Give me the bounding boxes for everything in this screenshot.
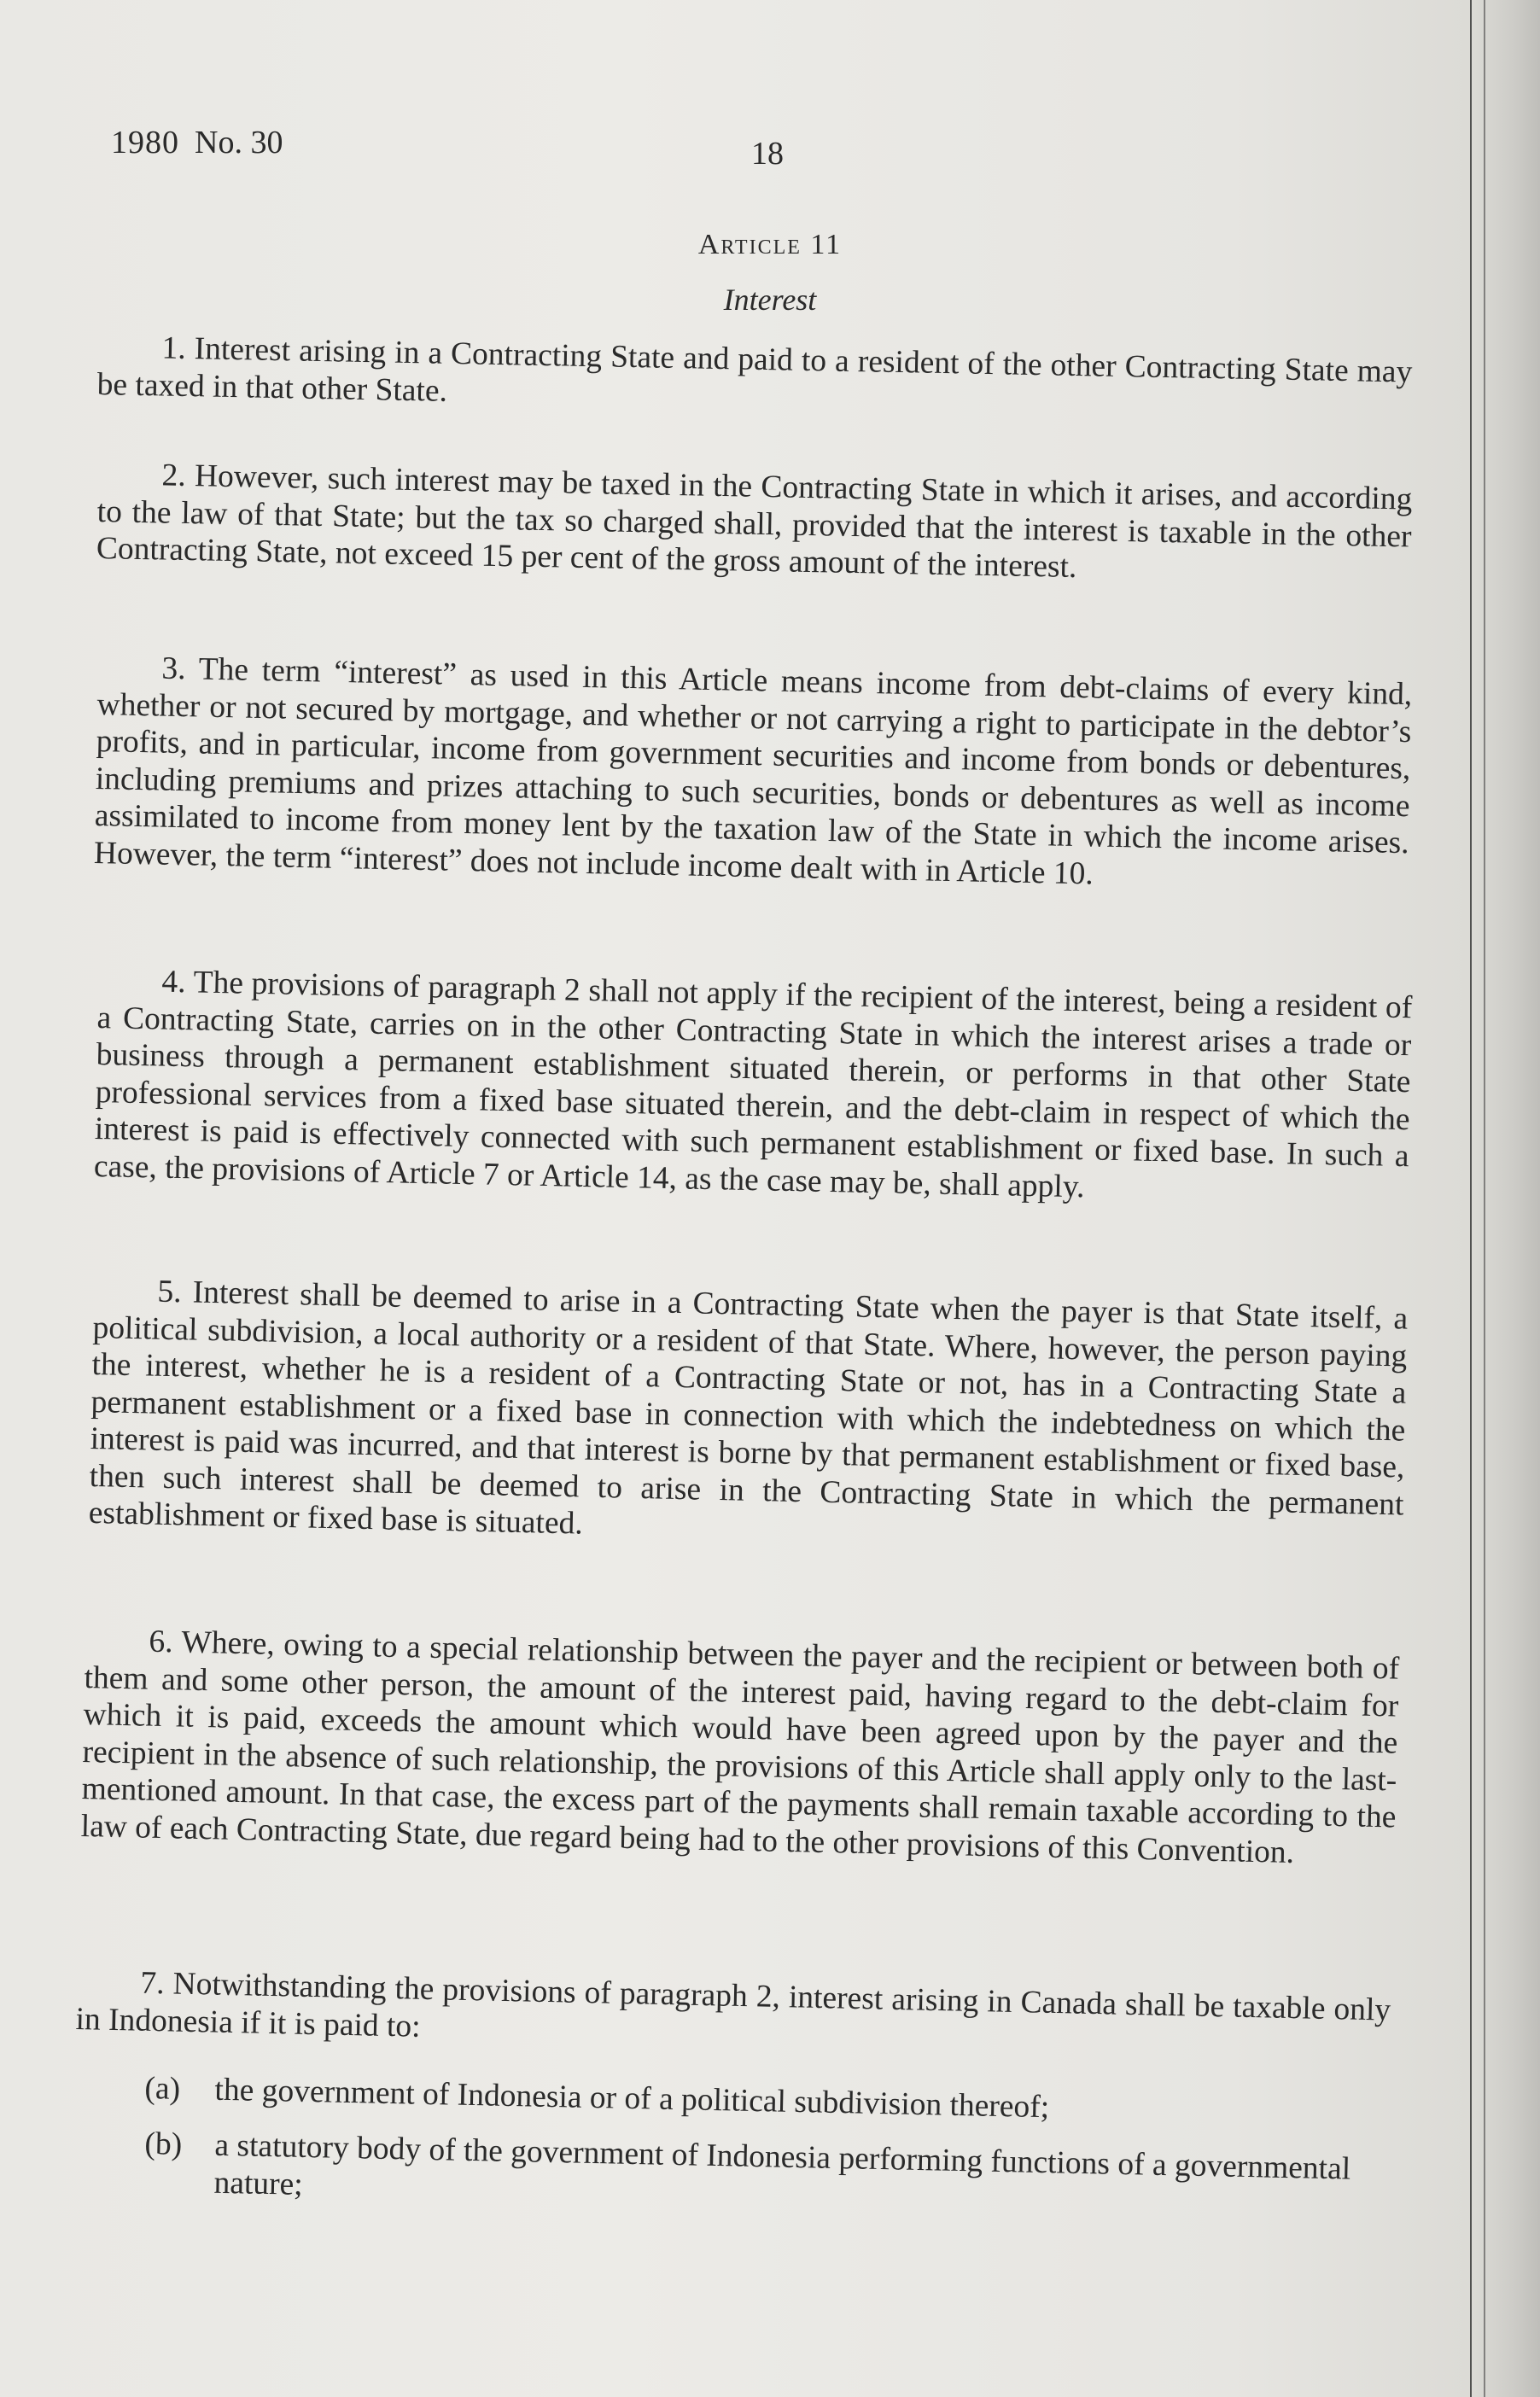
paragraph-text: 5. Interest shall be deemed to arise in a Contracting State when the payer is that State itself, a political subdivision, a local authority or a resident of that State. Where, however, the person paying the interest, whether he is a resident of a Contracting State or not, has in a Contracting State a permanent establishment or a fixed base in connection with which the indebtedness on which the interest is paid was incurred, and that interest is borne by that permanent establishment or fixed base, then such interest shall be deemed to arise in the Contracting State in which the permanent establishment or fixed base is situated. (88, 1274, 1409, 1542)
paragraph-3 (94, 649, 1413, 899)
page-edge-line-secondary (1484, 0, 1485, 2397)
paragraph-1 (96, 329, 1412, 429)
article-heading (0, 229, 1540, 261)
page-edge-shadow (1472, 0, 1540, 2397)
page-number: 18 (751, 136, 784, 172)
page-edge-line (1470, 0, 1472, 2397)
paragraph-7 (75, 1963, 1391, 2067)
article-title: Interest (723, 283, 817, 317)
paragraph-2 (96, 456, 1412, 592)
header-year: 1980 (111, 125, 179, 160)
paragraph-text: 4. The provisions of paragraph 2 shall not apply if the recipient of the interest, being a resident of a Contracting State, carries on in the other Contracting State in which the interest arises a trade or business through a permanent establishment situated therein, or performs in that other State professional services from a fixed base situated therein, and the debt-claim in respect of which the interest is paid is effectively connected with such permanent establishment or fixed base. In such a case, the provisions of Article 7 or Article 14, as the case may be, shall apply. (93, 964, 1413, 1204)
subitem-a (144, 2070, 1374, 2133)
paragraph-text: 1. Interest arising in a Contracting State and paid to a resident of the other Contracting State may be taxed in that other State. (96, 330, 1413, 409)
list-item (143, 2126, 1374, 2225)
paragraph-text: 3. The term “interest” as used in this Article means income from debt-claims of every kind, whether or not secured by mortgage, and whether or not carrying a right to participate in the debtor’s profits, and in particular, income from government securities and income from bonds or debentures, including premiums and prizes attaching to such securities, bonds or debentures as well as income assimilated to income from money lent by the taxation law of the State in which the income arises. However, the term “interest” does not include income dealt with in Article 10. (93, 650, 1413, 891)
paragraph-6 (80, 1622, 1399, 1874)
running-header (111, 124, 283, 161)
list-item (144, 2070, 1374, 2133)
subitem-text: a statutory body of the government of Indonesia performing functions of a governmental nature; (213, 2127, 1351, 2202)
article-heading-number: 11 (810, 229, 843, 260)
header-number: No. 30 (195, 125, 283, 160)
subitem-text: the government of Indonesia or of a political subdivision thereof; (214, 2072, 1050, 2126)
subitem-b (143, 2126, 1374, 2225)
paragraph-4 (94, 962, 1413, 1212)
article-heading-prefix: Article (697, 229, 802, 260)
paragraph-text: 7. Notwithstanding the provisions of paragraph 2, interest arising in Canada shall be taxable only in Indonesia if it is paid to: (75, 1965, 1391, 2044)
paragraph-text: 6. Where, owing to a special relationship between the payer and the recipient or between both of them and some other person, the amount of the interest paid, having regard to the debt-claim for which it is paid, exceeds the amount which would have been agreed upon by the payer and the recipient in the absence of such relationship, the provisions of this Article shall apply only to the last-mentioned amount. In that case, the excess part of the payments shall remain taxable according to the law of each Contracting State, due regard being had to the other provisions of this Convention. (80, 1624, 1400, 1870)
subitem-label: (b) (144, 2126, 183, 2162)
paragraph-text: 2. However, such interest may be taxed in the Contracting State in which it arises, and according to the law of that State; but the tax so charged shall, provided that the interest is taxable in the other Contracting State, not exceed 15 per cent of the gross amount of the interest. (96, 458, 1413, 586)
paragraph-5 (88, 1272, 1408, 1560)
subitem-label: (a) (144, 2070, 181, 2107)
